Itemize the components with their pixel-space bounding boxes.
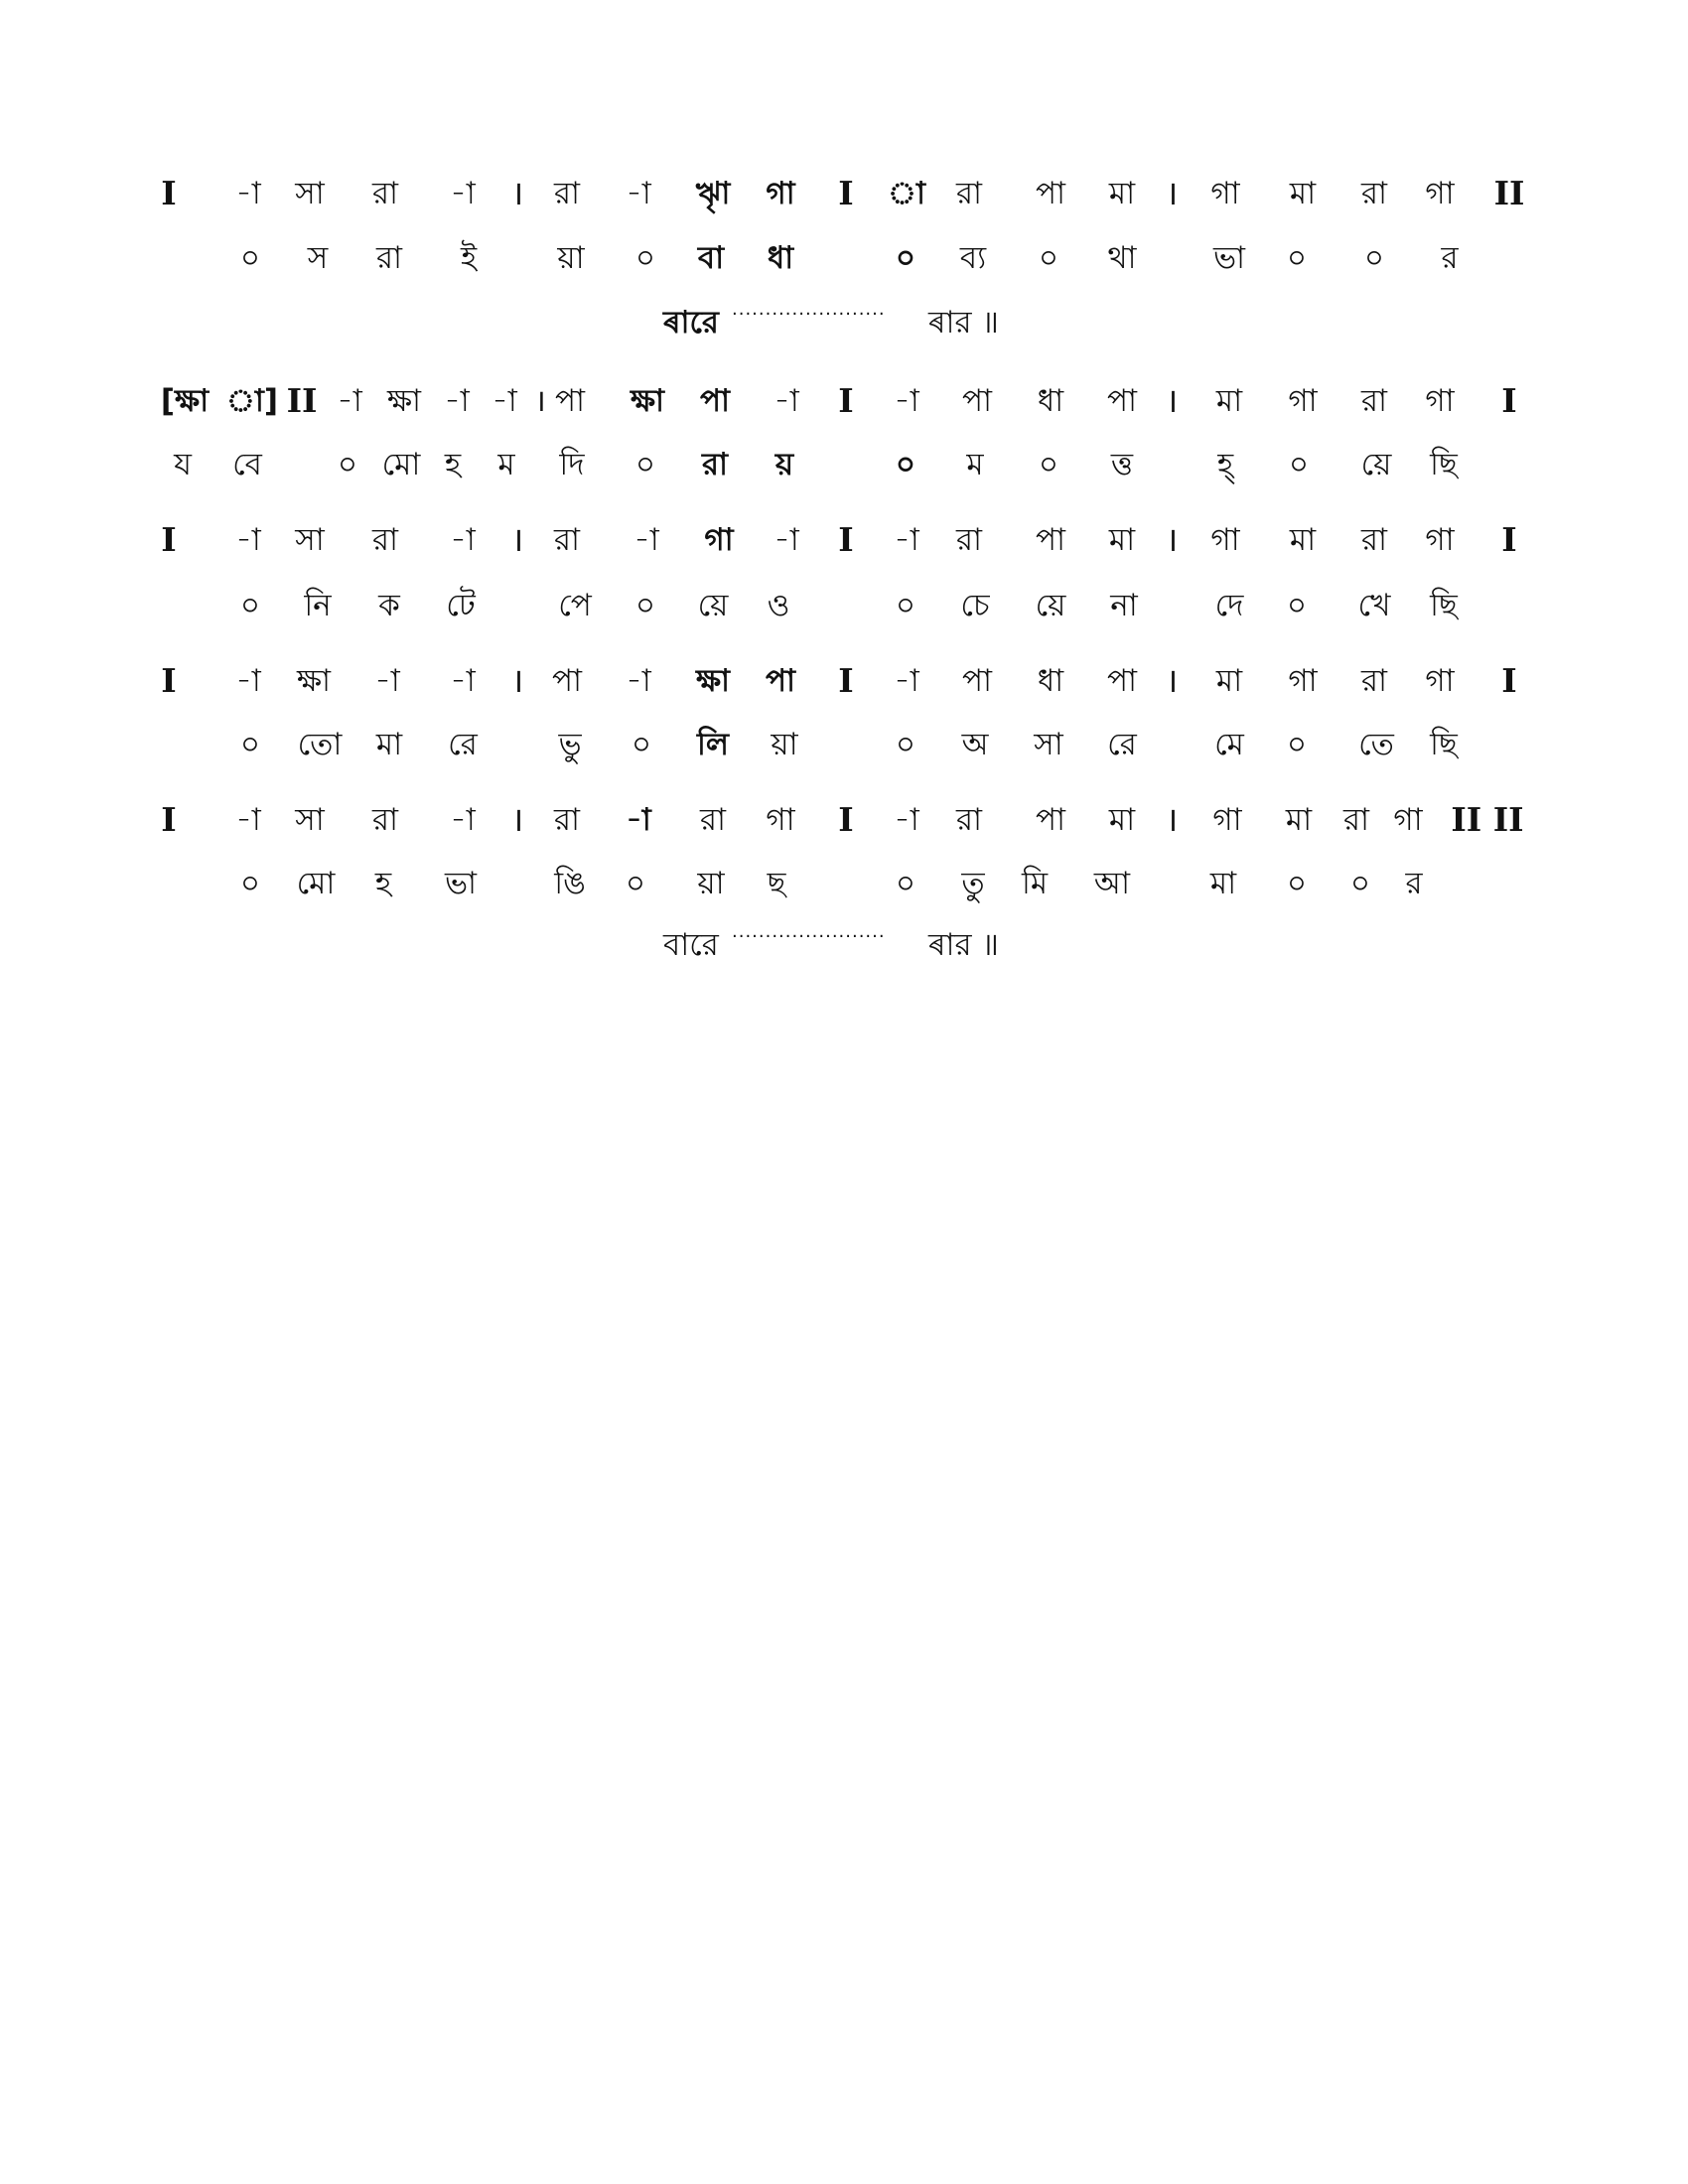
- note: -া: [492, 383, 517, 419]
- lyric: খে: [1357, 588, 1391, 623]
- lyric: য়া: [697, 866, 725, 901]
- lyric: ভা: [1212, 240, 1246, 276]
- note: মা: [1108, 522, 1136, 558]
- lyric: হ: [444, 447, 462, 482]
- note: পা: [699, 383, 731, 419]
- lyric: ০: [1286, 588, 1308, 623]
- notes-row: [0, 512, 1688, 568]
- lyrics-row: [0, 437, 1688, 492]
- lyric: ০: [895, 727, 916, 762]
- note: গা: [1288, 663, 1318, 699]
- lyric: না: [1110, 588, 1138, 623]
- note: I: [161, 800, 177, 839]
- notes-row: [0, 792, 1688, 848]
- lyric: য়া: [557, 240, 585, 276]
- lyric: বে: [232, 447, 262, 482]
- lyric: ০: [239, 588, 261, 623]
- lyric: ০: [1349, 866, 1371, 901]
- note: -া: [774, 522, 799, 558]
- note: মা: [1108, 802, 1136, 838]
- note: পা: [1035, 176, 1066, 211]
- note: পা: [961, 663, 993, 699]
- note: সা: [295, 522, 325, 558]
- lyric: রা: [375, 240, 403, 276]
- lyric: ও: [767, 588, 790, 623]
- lyric: ০: [895, 588, 916, 623]
- lyric: মা: [375, 727, 403, 762]
- lyric: মে: [1214, 727, 1244, 762]
- note: I: [1501, 381, 1517, 420]
- note: মা: [1215, 383, 1243, 419]
- lyric: রে: [1107, 727, 1137, 762]
- note: রা: [1360, 176, 1388, 211]
- refrain-start: ৰারে: [663, 305, 719, 341]
- lyric: সা: [1034, 727, 1063, 762]
- lyric: বা: [697, 240, 725, 276]
- beat-bar: ।: [1165, 174, 1179, 213]
- note: ক্ষা: [296, 663, 332, 699]
- note: পা: [765, 663, 796, 699]
- note: -া: [894, 663, 919, 699]
- lyric: ০: [895, 447, 916, 482]
- lyric: য়ে: [1035, 588, 1066, 623]
- refrain-dots: ·······················: [732, 926, 886, 947]
- note: সা: [295, 802, 325, 838]
- note: পা: [1035, 802, 1066, 838]
- lyric: থা: [1107, 240, 1137, 276]
- lyric: ০: [634, 447, 656, 482]
- note: গা: [1212, 802, 1242, 838]
- refrain-line: [0, 295, 1688, 350]
- note: গা: [1210, 176, 1240, 211]
- lyric: আ: [1093, 866, 1131, 901]
- lyric: ম: [497, 447, 515, 482]
- note: I: [161, 661, 177, 700]
- note: রা: [371, 802, 399, 838]
- note: পা: [554, 383, 586, 419]
- lyric: ০: [1286, 727, 1308, 762]
- note: -া: [894, 522, 919, 558]
- beat-bar: ।: [510, 661, 524, 701]
- note: মা: [1285, 802, 1313, 838]
- refrain-end: ৰার ॥: [928, 927, 999, 963]
- note: ক্ষা: [695, 663, 731, 699]
- notes-row: [0, 166, 1688, 221]
- note: I: [838, 174, 854, 212]
- note: া: [887, 176, 926, 211]
- note: রা: [371, 176, 399, 211]
- note: পা: [961, 383, 993, 419]
- lyric: অ: [961, 727, 989, 762]
- note: -া: [894, 383, 919, 419]
- note: -া: [450, 176, 476, 211]
- lyric: ০: [631, 727, 652, 762]
- note: রা: [955, 522, 983, 558]
- lyric: ব্য: [959, 240, 987, 276]
- lyric: ঙি: [554, 866, 586, 901]
- notes-row: [0, 373, 1688, 429]
- beat-bar: ।: [510, 174, 524, 213]
- lyric: য়: [774, 447, 794, 482]
- note: -া: [235, 802, 261, 838]
- note: পা: [1106, 663, 1138, 699]
- lyric: ০: [239, 866, 261, 901]
- lyric: মা: [1209, 866, 1237, 901]
- beat-bar: ।: [510, 520, 524, 560]
- lyric: ০: [1286, 240, 1308, 276]
- lyric: তো: [297, 727, 343, 762]
- lyric: ত্ত: [1110, 447, 1134, 482]
- lyric: ০: [1286, 866, 1308, 901]
- notes-row: [0, 653, 1688, 709]
- note: -া: [450, 522, 476, 558]
- note: পা: [1035, 522, 1066, 558]
- lyric: দি: [559, 447, 585, 482]
- note: ক্ষা: [630, 383, 665, 419]
- lyric: রে: [448, 727, 478, 762]
- lyric: ই: [460, 240, 478, 276]
- beat-bar: ।: [1165, 520, 1179, 560]
- note: -া: [774, 383, 799, 419]
- lyric: ক: [378, 588, 400, 623]
- lyric: ০: [1288, 447, 1310, 482]
- beat-bar: ।: [510, 800, 524, 840]
- note: ধা: [1037, 663, 1064, 699]
- lyric: য: [174, 447, 192, 482]
- lyric: ০: [634, 588, 656, 623]
- note: I: [161, 174, 177, 212]
- note: পা: [1106, 383, 1138, 419]
- beat-bar: ।: [1165, 661, 1179, 701]
- lyric: ছি: [1430, 588, 1458, 623]
- lyric: পে: [558, 588, 592, 623]
- lyric: নি: [304, 588, 332, 623]
- note: II II: [1451, 800, 1524, 839]
- note: I: [838, 661, 854, 700]
- note: -া: [235, 522, 261, 558]
- lyric: ছি: [1430, 447, 1458, 482]
- note: গা: [1288, 383, 1318, 419]
- note: -া: [894, 802, 919, 838]
- note: রা: [553, 802, 581, 838]
- refrain-start: বারে: [663, 927, 719, 963]
- note: রা: [1342, 802, 1370, 838]
- lyric: দে: [1214, 588, 1244, 623]
- lyric: ভু: [558, 727, 582, 762]
- note: I: [1501, 661, 1517, 700]
- lyric: ম: [966, 447, 984, 482]
- beat-bar: ।: [1165, 800, 1179, 840]
- refrain-end: ৰার ॥: [928, 305, 999, 341]
- lyric: ০: [1363, 240, 1385, 276]
- lyric: ০: [1038, 447, 1059, 482]
- note: ৠা: [695, 176, 731, 211]
- lyric: মো: [381, 447, 421, 482]
- note: I: [838, 381, 854, 420]
- lyric: ছি: [1430, 727, 1458, 762]
- lyric: টে: [446, 588, 476, 623]
- note: রা: [553, 176, 581, 211]
- note: গা: [1393, 802, 1423, 838]
- lyric: ০: [895, 240, 916, 276]
- note: -া: [444, 383, 470, 419]
- note: মা: [1108, 176, 1136, 211]
- lyrics-row: [0, 856, 1688, 911]
- note: I: [838, 800, 854, 839]
- lyric: মো: [296, 866, 336, 901]
- note: গা: [1425, 383, 1455, 419]
- lyric: ধা: [767, 240, 794, 276]
- lyric: য়া: [771, 727, 798, 762]
- note: -া: [374, 663, 400, 699]
- note: মা: [1289, 522, 1317, 558]
- note: -া: [633, 522, 659, 558]
- note: রা: [1360, 663, 1388, 699]
- note: [ক্ষা: [160, 383, 210, 419]
- note: পা: [551, 663, 583, 699]
- note: রা: [1360, 522, 1388, 558]
- note: মা: [1289, 176, 1317, 211]
- lyric: র: [1405, 866, 1423, 901]
- lyric: হ্: [1216, 447, 1234, 482]
- note: গা: [766, 176, 795, 211]
- note: রা: [1360, 383, 1388, 419]
- lyrics-row: [0, 230, 1688, 286]
- note: -া: [235, 663, 261, 699]
- lyric: ছ: [767, 866, 786, 901]
- note: গা: [1210, 522, 1240, 558]
- lyric: ০: [337, 447, 358, 482]
- lyric: য়ে: [697, 588, 729, 623]
- note: গা: [1425, 176, 1455, 211]
- note: গা: [766, 802, 795, 838]
- lyric: ০: [895, 866, 916, 901]
- lyric: ০: [634, 240, 656, 276]
- note: া]: [225, 383, 279, 419]
- note: -া: [626, 663, 651, 699]
- note: রা: [955, 802, 983, 838]
- note: রা: [371, 522, 399, 558]
- note: -া: [337, 383, 362, 419]
- lyric: ০: [239, 727, 261, 762]
- note: II: [286, 381, 318, 420]
- note: I: [161, 520, 177, 559]
- lyric: চে: [960, 588, 990, 623]
- lyric: তে: [1358, 727, 1394, 762]
- note: মা: [1215, 663, 1243, 699]
- note: রা: [553, 522, 581, 558]
- lyric: তু: [961, 866, 985, 901]
- lyric: লি: [697, 727, 729, 762]
- note: II: [1493, 174, 1525, 212]
- lyric: মি: [1021, 866, 1049, 901]
- lyric: ০: [239, 240, 261, 276]
- lyric: রা: [701, 447, 729, 482]
- refrain-line: [0, 917, 1688, 973]
- lyric: ০: [1038, 240, 1059, 276]
- note: রা: [955, 176, 983, 211]
- lyric: ভা: [444, 866, 478, 901]
- beat-bar: ।: [534, 383, 546, 419]
- note: -া: [626, 176, 651, 211]
- lyric: স: [307, 240, 329, 276]
- note: I: [1501, 520, 1517, 559]
- note: গা: [1425, 522, 1455, 558]
- lyric: র: [1441, 240, 1459, 276]
- lyric: ০: [625, 866, 646, 901]
- beat-bar: ।: [1165, 381, 1179, 421]
- note: -া: [450, 663, 476, 699]
- refrain-dots: ·······················: [732, 304, 886, 325]
- note: গা: [704, 522, 734, 558]
- lyric: য়ে: [1360, 447, 1392, 482]
- lyric: হ: [374, 866, 392, 901]
- note: -া: [450, 802, 476, 838]
- lyrics-row: [0, 578, 1688, 633]
- note: রা: [699, 802, 727, 838]
- note: ক্ষা: [386, 383, 422, 419]
- note: গা: [1425, 663, 1455, 699]
- note: -া: [235, 176, 261, 211]
- note: সা: [295, 176, 325, 211]
- lyrics-row: [0, 717, 1688, 772]
- note: I: [838, 520, 854, 559]
- note: ধা: [1037, 383, 1064, 419]
- note: -া: [626, 802, 651, 838]
